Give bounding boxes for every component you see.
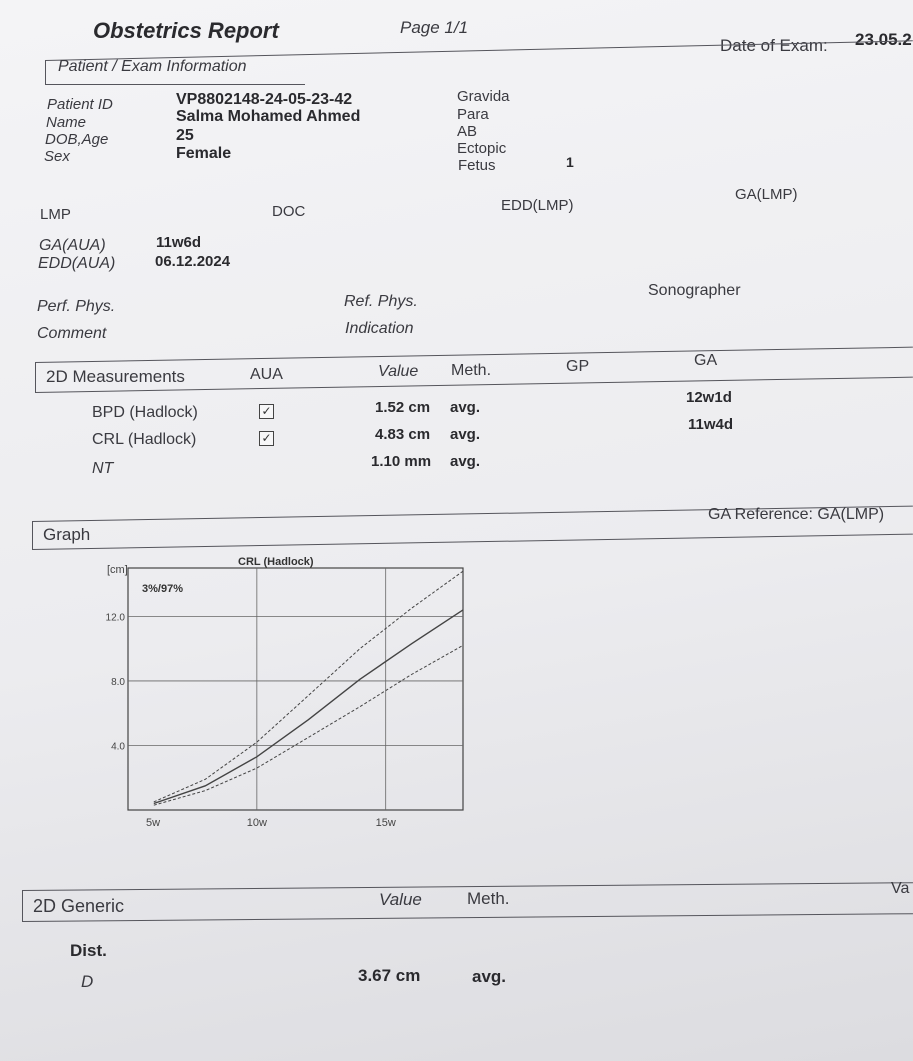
generic-header-line [22,913,913,922]
sonographer-label: Sonographer [648,282,741,299]
chart-x-tick-label: 5w [145,817,161,829]
crl-value: 4.83 cm [375,426,431,443]
chart-y-tick-label: 12.0 [105,612,125,624]
exam-date-value: 23.05.2 [855,30,912,49]
patient-id-label: Patient ID [47,96,113,113]
generic-group-label: Dist. [70,941,107,960]
ga-aua-value: 11w6d [156,234,202,251]
fetus-value: 1 [566,154,574,170]
fetus-label: Fetus [458,157,496,174]
column-gp: GP [566,358,590,375]
doc-label: DOC [272,203,306,220]
ref-phys-label: Ref. Phys. [344,293,418,310]
crl-aua-checkbox[interactable]: ✓ [259,431,274,446]
comment-label: Comment [37,325,107,342]
patient-id-value: VP8802148-24-05-23-42 [176,91,353,108]
chart-x-tick-label: 10w [246,817,267,829]
generic-row-d-value: 3.67 cm [358,966,421,985]
edd-aua-label: EDD(AUA) [38,255,116,272]
dob-age-value: 25 [176,127,194,144]
indication-label: Indication [345,320,414,337]
lmp-label: LMP [40,206,71,223]
dob-age-label: DOB,Age [45,131,109,148]
generic-column-extra: Va [891,880,910,897]
measurement-row-crl-name: CRL (Hadlock) [92,431,197,448]
measurement-row-bpd-name: BPD (Hadlock) [92,404,198,421]
edd-aua-value: 06.12.2024 [155,253,231,270]
crl-meth: avg. [450,426,481,443]
chart-series-mean [154,610,463,804]
ab-label: AB [457,123,478,140]
bpd-meth: avg. [450,399,481,416]
chart-series-percentile [154,571,463,802]
name-label: Name [46,114,87,131]
generic-row-d-name: D [81,972,94,991]
generic-title: 2D Generic [33,896,125,916]
patient-section-title: Patient / Exam Information [58,58,247,75]
ectopic-label: Ectopic [457,140,507,157]
sex-label: Sex [44,148,70,165]
chart-title: CRL (Hadlock) [238,556,314,568]
column-ga: GA [694,352,718,369]
generic-column-value: Value [379,890,422,909]
bpd-ga: 12w1d [686,389,732,406]
para-label: Para [457,106,489,123]
column-meth: Meth. [451,362,492,379]
graph-left-edge [32,521,33,549]
page-number: Page 1/1 [400,18,469,37]
chart-frame [128,568,463,810]
chart-y-tick-label: 4.0 [111,741,125,753]
column-aua: AUA [250,366,283,383]
generic-left-edge [22,890,23,921]
report-title: Obstetrics Report [93,18,279,43]
perf-phys-label: Perf. Phys. [37,298,116,315]
name-value: Salma Mohamed Ahmed [176,108,361,125]
patient-section-left-edge [45,60,46,85]
crl-ga: 11w4d [688,416,734,433]
chart-x-tick-label: 15w [375,817,396,829]
bpd-value: 1.52 cm [375,399,431,416]
exam-date-label: Date of Exam: [720,36,828,55]
measurements-left-edge [35,363,36,393]
measurements-top-line [35,347,913,363]
gravida-label: Gravida [457,88,510,105]
bpd-aua-checkbox[interactable]: ✓ [259,404,274,419]
nt-value: 1.10 mm [371,453,432,470]
generic-row-d-meth: avg. [472,967,507,986]
generic-column-meth: Meth. [467,889,510,908]
crl-growth-chart [95,548,485,838]
nt-meth: avg. [450,453,481,470]
sex-value: Female [176,145,232,162]
chart-percentile-label: 3%/97% [142,583,183,595]
edd-lmp-label: EDD(LMP) [501,197,574,214]
chart-y-tick-label: 8.0 [111,676,125,688]
ga-aua-label: GA(AUA) [39,237,106,254]
ga-reference: GA Reference: GA(LMP) [708,506,885,523]
column-value: Value [378,363,419,380]
measurement-row-nt-name: NT [92,460,114,477]
ga-lmp-label: GA(LMP) [735,186,798,203]
chart-y-axis-label: [cm] [107,564,128,576]
patient-section-header-line [45,84,305,85]
graph-title: Graph [43,525,91,544]
measurements-title: 2D Measurements [46,367,185,386]
